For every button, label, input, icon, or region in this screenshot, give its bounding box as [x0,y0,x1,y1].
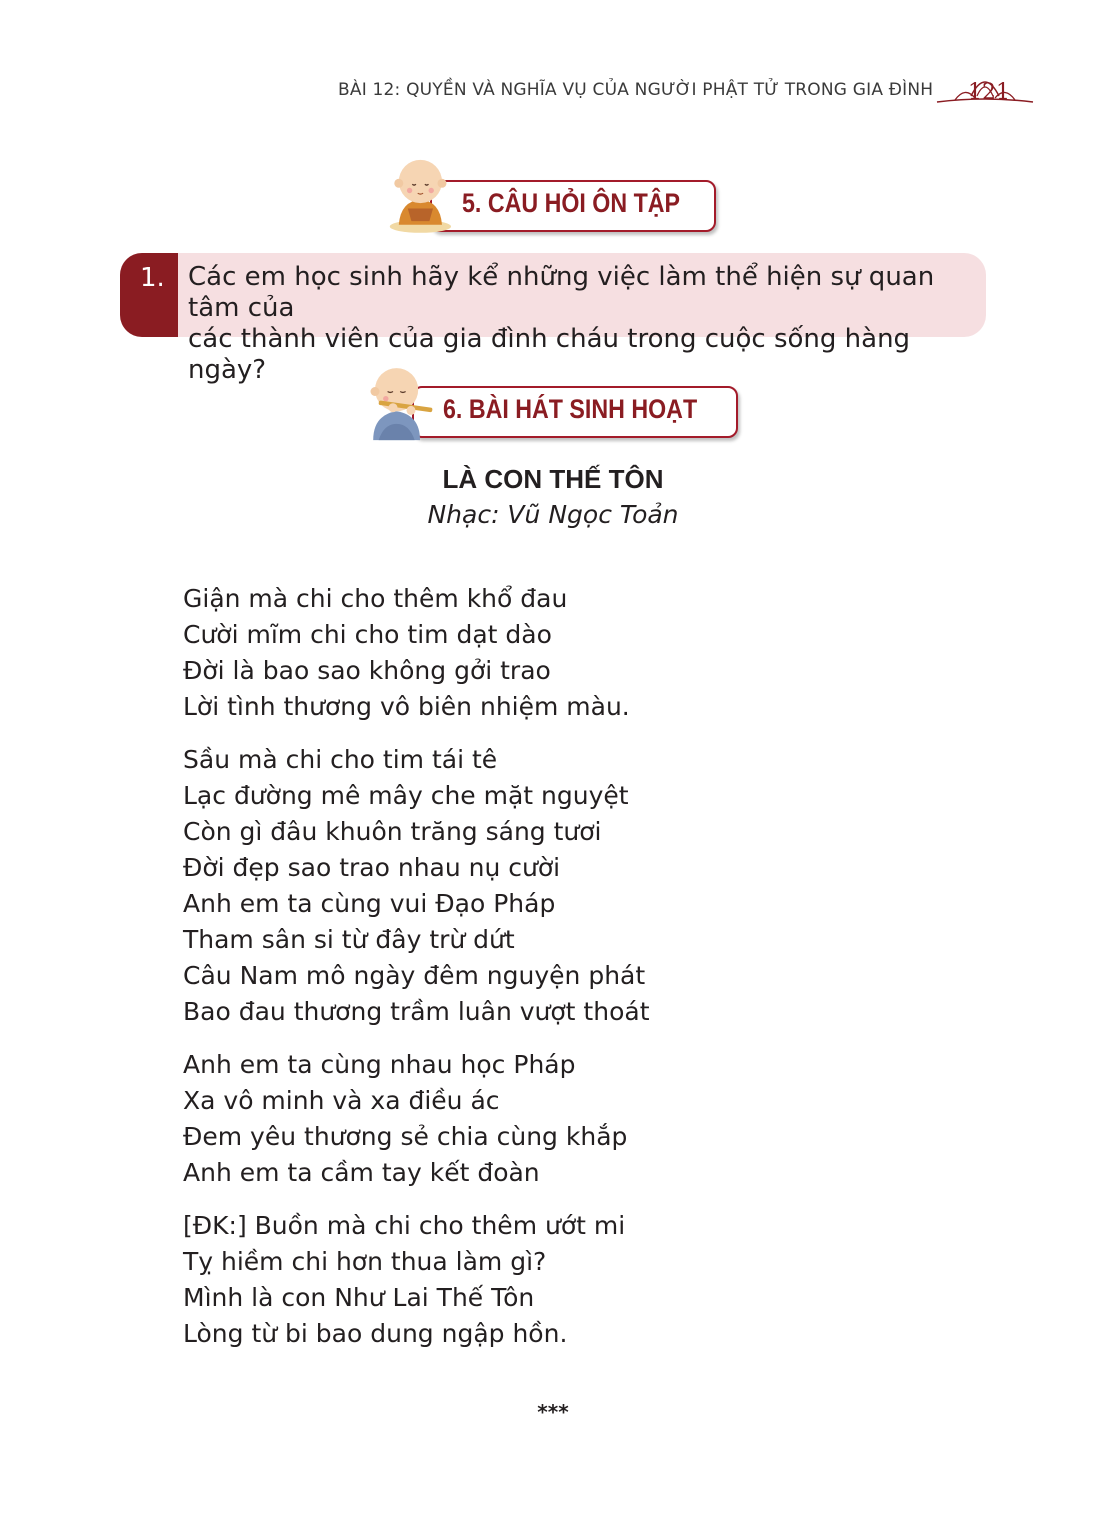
question-number: 1. [140,263,165,293]
lyric-line: Còn gì đâu khuôn trăng sáng tươi [183,817,602,846]
question-line: Các em học sinh hãy kể những việc làm thể hiện sự quan tâm của [188,262,935,323]
lyric-line: Giận mà chi cho thêm khổ đau [183,584,568,613]
lyric-line: Lạc đường mê mây che mặt nguyệt [183,781,629,810]
section-5-title: 5. CÂU HỎI ÔN TẬP [462,188,681,218]
song-title: LÀ CON THẾ TÔN [442,464,664,494]
lyric-line: Câu Nam mô ngày đêm nguyện phát [183,961,646,990]
stanza-2 [183,742,650,1030]
end-stars: *** [537,1400,569,1424]
lyric-line: Lời tình thương vô biên nhiệm màu. [183,692,630,721]
lyric-line: Đời đẹp sao trao nhau nụ cười [183,853,561,882]
lyric-line: Tham sân si từ đây trừ dứt [183,925,515,954]
lyric-line: [ĐK:] Buồn mà chi cho thêm ướt mi [183,1211,626,1240]
stanza-1 [183,581,630,725]
stanza-chorus [183,1208,625,1352]
lyric-line: Bao đau thương trầm luân vượt thoát [183,997,650,1026]
lyric-line: Anh em ta cùng nhau học Pháp [183,1050,576,1079]
running-header-title: BÀI 12: QUYỀN VÀ NGHĨA VỤ CỦA NGƯỜI PHẬT TỬ TRONG GIA ĐÌNH [338,80,934,100]
lyric-line: Đời là bao sao không gởi trao [183,656,551,685]
lyric-line: Mình là con Như Lai Thế Tôn [183,1283,535,1312]
monk-icon [388,152,460,238]
section-6-title: 6. BÀI HÁT SINH HOẠT [443,394,698,424]
page-number: 121 [968,80,1010,105]
lyric-line: Anh em ta cùng vui Đạo Pháp [183,889,556,918]
lyric-line: Cười mĩm chi cho tim dạt dào [183,620,552,649]
question-text [188,262,988,386]
lyric-line: Anh em ta cầm tay kết đoàn [183,1158,540,1187]
lyric-line: Xa vô minh và xa điều ác [183,1086,500,1115]
lyric-line: Lòng từ bi bao dung ngập hồn. [183,1319,568,1348]
song-composer: Nhạc: Vũ Ngọc Toản [427,500,679,529]
monk-flute-icon [366,362,438,448]
stanza-3 [183,1047,627,1191]
lyric-line: Tỵ hiềm chi hơn thua làm gì? [183,1247,547,1276]
lyric-line: Đem yêu thương sẻ chia cùng khắp [183,1122,628,1151]
question-line: các thành viên của gia đình cháu trong cuộc sống hàng ngày? [188,324,911,385]
lyric-line: Sầu mà chi cho tim tái tê [183,745,498,774]
